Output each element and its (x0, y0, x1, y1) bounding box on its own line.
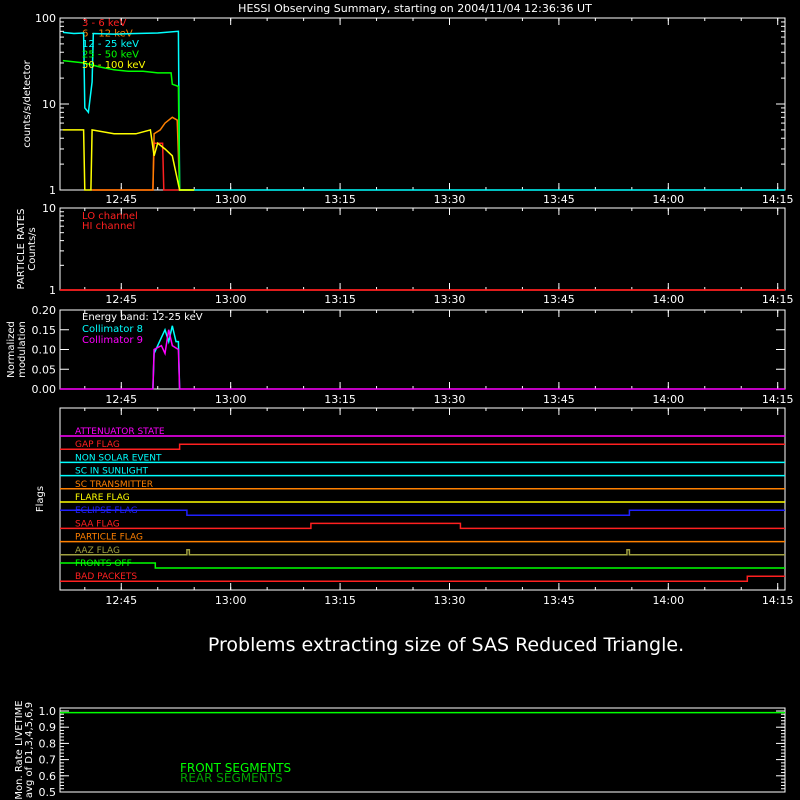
particle-rates-xtick-label: 13:30 (433, 293, 466, 306)
modulation-xtick-label: 13:45 (543, 393, 575, 406)
flag-state-line (60, 444, 785, 449)
flag-label: FRONTS OFF (75, 559, 132, 569)
modulation-xtick-label: 13:30 (433, 393, 466, 406)
flags-xtick-label: 13:00 (214, 594, 247, 607)
count-rates-frame (60, 18, 785, 190)
count-rates-xtick-label: 13:15 (324, 193, 356, 206)
count-rates-legend-entry: 12 - 25 keV (82, 39, 140, 50)
modulation-ytick-label: 0.05 (31, 363, 56, 377)
flag-label: FLARE FLAG (75, 493, 130, 503)
modulation-ytick-label: 0.15 (31, 323, 56, 337)
count-rates-series-line (63, 130, 194, 190)
particle-rates-xtick-label: 13:15 (324, 293, 356, 306)
count-rates-xtick-label: 14:15 (761, 193, 794, 206)
flag-state-line (60, 510, 785, 515)
particle-rates-xtick-label: 14:15 (761, 293, 794, 306)
particle-rates-frame (60, 208, 785, 290)
modulation-xtick-label: 13:00 (214, 393, 247, 406)
flag-label: NON SOLAR EVENT (75, 453, 162, 464)
count-rates-xtick-label: 13:30 (433, 193, 466, 206)
modulation-ytick-label: 0.20 (31, 304, 56, 317)
modulation-xtick-label: 13:15 (324, 393, 356, 406)
livetime-ytick-label: 1.0 (38, 705, 56, 718)
particle-rates-ylabel-2: Counts/s (27, 227, 38, 271)
flags-xtick-label: 12:45 (105, 594, 138, 607)
modulation-annotation: Energy band: 12-25 keV (82, 312, 203, 323)
particle-rates-xtick-label: 13:00 (214, 293, 247, 306)
flags-xtick-label: 14:15 (761, 594, 794, 607)
flags-xtick-label: 13:15 (324, 594, 356, 607)
particle-rates-ylabel-1: PARTICLE RATES (16, 208, 27, 290)
modulation-ytick-label: 0.00 (31, 383, 56, 396)
count-rates-xtick-label: 13:00 (214, 193, 247, 206)
count-rates-legend-entry: 50 - 100 keV (82, 60, 146, 71)
flag-state-line (60, 523, 785, 528)
flag-label: ECLIPSE FLAG (75, 506, 138, 517)
flag-state-line (60, 563, 785, 568)
particle-rates-xtick-label: 12:45 (105, 293, 138, 306)
modulation-ytick-label: 0.10 (31, 343, 56, 357)
flags-xtick-label: 14:00 (652, 594, 685, 607)
flag-label: AAZ FLAG (75, 545, 120, 556)
modulation-ylabel-2: modulation (17, 321, 28, 378)
flags-xtick-label: 13:45 (543, 594, 575, 607)
flags-ylabel: Flags (35, 485, 46, 513)
livetime-legend-entry: REAR SEGMENTS (180, 771, 283, 785)
flag-label: ATTENUATOR STATE (75, 427, 165, 437)
count-rates-ytick-label: 1 (49, 184, 56, 197)
flags-xtick-label: 13:30 (433, 594, 466, 607)
particle-rates-xtick-label: 13:45 (543, 293, 575, 306)
livetime-ytick-label: 0.8 (38, 737, 56, 751)
livetime-frame (60, 708, 785, 792)
count-rates-xtick-label: 12:45 (105, 193, 138, 206)
livetime-legend-entry: FRONT SEGMENTS (180, 761, 292, 775)
modulation-xtick-label: 12:45 (105, 393, 138, 406)
flag-label: SAA FLAG (75, 519, 120, 530)
count-rates-legend-entry: 3 - 6 keV (82, 18, 127, 29)
flag-label: PARTICLE FLAG (75, 532, 143, 543)
livetime-ytick-label: 0.6 (38, 769, 56, 783)
count-rates-ylabel: counts/s/detector (22, 60, 33, 148)
count-rates-legend-entry: 6 - 12 keV (82, 28, 133, 40)
count-rates-ytick-label: 10 (42, 98, 56, 111)
particle-rates-ytick-label: 10 (42, 202, 56, 215)
flag-label: SC TRANSMITTER (75, 479, 154, 490)
flag-label: GAP FLAG (75, 440, 120, 451)
count-rates-ytick-label: 100 (35, 12, 56, 25)
livetime-ylabel-2: avg of D1,3,4,5,6,9 (24, 701, 35, 799)
status-message: Problems extracting size of SAS Reduced Triangle. (207, 634, 685, 656)
plot-title: HESSI Observing Summary, starting on 2004/11/04 12:36:36 UT (238, 2, 592, 15)
flag-state-line (60, 576, 785, 581)
modulation-ylabel-1: Normalized (6, 321, 17, 378)
livetime-ylabel-1: Mon. Rate LIVETIME (14, 700, 25, 800)
particle-rates-xtick-label: 14:00 (652, 293, 685, 306)
particle-rates-ytick-label: 1 (49, 284, 56, 297)
modulation-xtick-label: 14:00 (652, 393, 685, 406)
modulation-xtick-label: 14:15 (761, 393, 794, 406)
count-rates-legend-entry: 25 - 50 keV (82, 49, 140, 61)
count-rates-xtick-label: 14:00 (652, 193, 685, 206)
flag-label: BAD PACKETS (75, 572, 138, 583)
livetime-ytick-label: 0.7 (38, 753, 56, 767)
particle-rates-legend-entry: HI channel (82, 221, 136, 232)
modulation-legend-entry: Collimator 9 (82, 335, 143, 346)
count-rates-xtick-label: 13:45 (543, 193, 575, 206)
particle-rates-legend-entry: LO channel (82, 211, 138, 222)
modulation-series-line (153, 326, 180, 389)
livetime-ytick-label: 0.9 (38, 721, 56, 735)
livetime-ytick-label: 0.5 (38, 786, 56, 799)
modulation-legend-entry: Collimator 8 (82, 324, 143, 335)
flag-state-line (60, 550, 785, 555)
count-rates-series-line (63, 28, 785, 190)
flag-label: SC IN SUNLIGHT (75, 466, 149, 477)
count-rates-series-line (63, 61, 194, 190)
